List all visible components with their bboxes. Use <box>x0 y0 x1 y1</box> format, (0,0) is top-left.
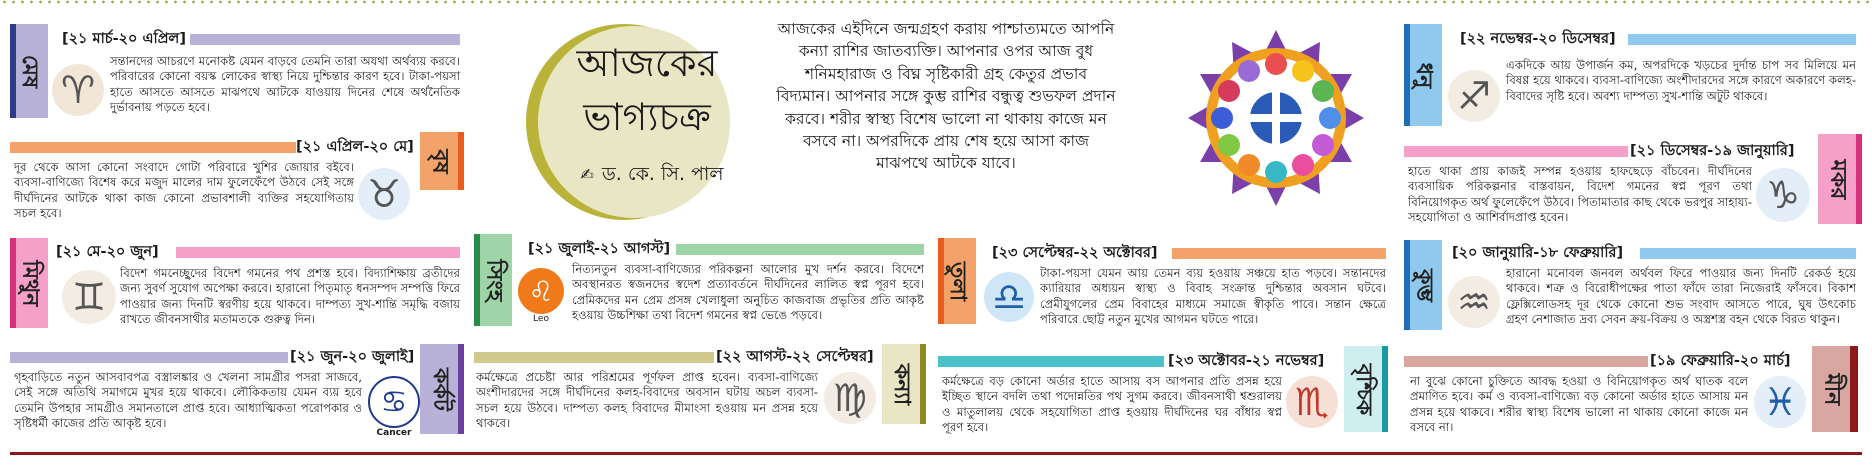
pisces-icon: ♓ <box>1754 376 1806 428</box>
sign-dates: [২১ মে-২০ জুন] <box>56 244 159 260</box>
sign-tab-kanya <box>882 344 920 424</box>
sign-tab-karkat <box>420 344 458 434</box>
sign-text: নিত্যনতুন ব্যবসা-বাণিজ্যের পরিকল্পনা আলোর মুখ দর্শন করবে। বিদেশে অবস্থানরত স্বজনদের স্বদেশ প্রত্যাবর্তনে দীর্ঘদিনের লালিত স্বপ্ন পূরণ হবে। প্রেমিকদের মন প্রেম প্রসঙ্গ খেলাধুলা অনুচিত কাজবাজ প্রভৃতির প্রতি আকৃষ্ট হওয়ায় উচ্চশিক্ষা তথা বিদেশ গমনের স্বপ্ন ভেঙে পড়বে। <box>572 262 924 323</box>
sign-text: না বুঝে কোনো চুক্তিতে আবদ্ধ হওয়া ও বিনিয়োগকৃত অর্থ ঘাতক বলে প্রমাণিত হবে। কর্ম ও ব্যবসা-বাণিজ্যে বড় কোনো অর্ডার হাতে আসায় মন প্রসন্ন হয়ে থাকবে। শরীর স্বাস্থ্য বিশেষ ভালো না থাকায় কোনো কাজে মন বসবে না। <box>1410 374 1748 435</box>
sign-tab-makar <box>1818 134 1856 224</box>
aquarius-icon: ♒ <box>1448 276 1500 328</box>
date-bar <box>10 142 296 153</box>
sign-dates: [২১ এপ্রিল-২০ মে] <box>296 139 414 155</box>
taurus-icon: ♉ <box>358 168 410 220</box>
libra-icon: ♎ <box>984 272 1034 322</box>
tab-edge <box>458 132 464 190</box>
sign-name: বৃশ্চিক <box>1351 363 1377 415</box>
pen-icon: ✍ <box>580 165 594 184</box>
tab-edge <box>458 344 464 434</box>
sign-text: গৃহবাড়িতে নতুন আসবাবপত্র বস্ত্রালঙ্কার ও খেলনা সামগ্রীর পসরা সাজবে, সেই সঙ্গে অতিথি সমাগমে মুখর হয়ে থাকবে। লৌকিকতায় যেমন ব্যয় হবে তেমনি উপহার সামগ্রীও সমানতালে প্রাপ্ত হবে। আধ্যাত্মিকতা পরোপকার ও সৃষ্টিধর্মী কাজের প্রতি আকৃষ্ট হবে। <box>14 370 362 431</box>
virgo-icon: ♍ <box>824 372 876 424</box>
sagittarius-icon: ♐ <box>1448 70 1500 122</box>
tab-edge <box>1404 24 1410 126</box>
date-bar <box>474 352 714 363</box>
cancer-icon-label: Cancer <box>376 428 412 438</box>
date-bar <box>1172 248 1386 259</box>
sign-name: ধনু <box>1411 62 1437 88</box>
tab-edge <box>1856 134 1862 224</box>
date-bar <box>1628 34 1856 45</box>
sign-dates: [২৩ সেপ্টেম্বর-২২ অক্টোবর] <box>992 245 1158 261</box>
top-dotted-border <box>0 0 1872 4</box>
author-name: ড. কে. সি. পাল <box>601 163 724 185</box>
sign-text: সন্তানদের আচরণে মনোকষ্ট যেমন বাড়বে তেমনি তারা অযথা অর্থব্যয় করবে। পরিবারের কোনো বয়স্ক লোকের স্বাস্থ্য নিয়ে দুশ্চিন্তার কারণ হবে। টাকা-পয়সা হাতে আসতে আসতে মাঝপথে আটকে যাওয়ায় দিনের শেষে অর্থনৈতিক দুর্ভাবনায় পড়তে হবে। <box>110 54 460 115</box>
sign-name: কর্কট <box>427 367 453 411</box>
capricorn-icon: ♑ <box>1756 168 1810 222</box>
tab-edge <box>1404 240 1410 330</box>
title-block <box>492 22 772 222</box>
sign-name: মকর <box>1825 159 1851 199</box>
date-bar <box>10 352 288 363</box>
sign-name: কন্যা <box>889 363 915 405</box>
title-line2: ভাগ্যচক্র <box>583 95 711 139</box>
bottom-rule <box>10 452 1862 455</box>
sign-text: টাকা-পয়সা যেমন আয় তেমন ব্যয় হওয়ায় সঞ্চয়ে হাত পড়বে। সন্তানদের ক্যারিয়ার অধ্যয়ন স্বাস্থ্য ও বিবাহ সংক্রান্ত দুশ্চিন্তার অবসান ঘটবে। প্রেমীযুগলের প্রেম বিবাহের মাধ্যমে সমাজে স্বীকৃতি পাবে। সন্তান ক্ষেত্রে পরিবারে ছোট্ট নতুন মুখের আগমন ঘটতে পারে। <box>1040 266 1386 327</box>
sign-text: হারানো মনোবল জনবল অর্থবল ফিরে পাওয়ার জন্য দিনটি রেকর্ড হয়ে থাকবে। শত্রু ও বিরোধীপক্ষের পাতা ফাঁদে তারা নিজেরাই ফাঁসবে। বিকাশ ফ্লেক্সিলোডসহ দূর থেকে কোনো শুভ সংবাদ আসতে পারে, ঘুষ উৎকোচ গ্রহণ নেশাজাত দ্রব্য সেবন ক্রয়-বিক্রয় ও অস্ত্রশস্ত্র বহন থেকে বিরত থাকুন। <box>1506 266 1856 327</box>
sign-tab-brish <box>420 132 458 190</box>
tab-edge <box>10 24 16 118</box>
sign-text: দূর থেকে আসা কোনো সংবাদে গোটা পরিবারে খুশির জোয়ার বইবে। ব্যবসা-বাণিজ্যে বিশেষ করে মজুদ মালের দাম ফুলেফেঁপে উঠবে সেই সঙ্গে দীর্ঘদিনের আটকে থাকা কাজ কোনো প্রভাবশালী ব্যক্তির সহযোগিতায় সচল হবে। <box>14 160 354 221</box>
birthday-text: আজকের এইদিনে জন্মগ্রহণ করায় পাশ্চাত্যমতে আপনি কন্যা রাশির জাতব্যক্তি। আপনার ওপর আজ বুধ শনিমহারাজ ও বিঘ্ন সৃষ্টিকারী গ্রহ কেতুর প্রভাব বিদ্যমান। আপনার সঙ্গে কুম্ভ রাশির বন্ধুত্ব শুভফল প্রদান করবে। শরীর স্বাস্থ্য বিশেষ ভালো না থাকায় কাজে মন বসবে না। অপরদিকে প্রায় শেষ হয়ে আসা কাজ মাঝপথে আটকে যাবে। <box>776 20 1116 173</box>
sign-name: কুম্ভ <box>1411 268 1437 302</box>
sign-name: তুলা <box>945 261 971 301</box>
cancer-icon: ♋ <box>368 376 420 428</box>
tab-edge <box>10 238 16 328</box>
author-row <box>542 160 762 192</box>
tab-edge <box>920 344 926 424</box>
gemini-icon: ♊ <box>62 270 116 324</box>
sign-dates: [২১ মার্চ-২০ এপ্রিল] <box>62 31 186 47</box>
sign-dates: [২১ ডিসেম্বর-১৯ জানুয়ারি] <box>1630 143 1795 159</box>
tab-edge <box>1850 346 1858 432</box>
date-bar <box>1404 146 1628 157</box>
sign-dates: [২২ আগস্ট-২২ সেপ্টেম্বর] <box>716 349 874 365</box>
sign-text: হাতে থাকা প্রায় কাজই সম্পন্ন হওয়ায় হাফছেড়ে বাঁচবেন। দীর্ঘদিনের ব্যবসায়িক পরিকল্পনার বাস্তবায়ন, বিদেশ গমনের স্বপ্ন পূরণ তথা বিনিয়োগকৃত অর্থ ফুলেফেঁপে উঠবে। পিতামাতার কাছ থেকে ভরপুর সাহায্য-সহযোগিতা ও আশির্বাদপ্রাপ্ত হবেন। <box>1408 164 1752 225</box>
date-bar <box>676 244 924 255</box>
date-bar <box>176 247 460 258</box>
date-bar <box>938 356 1164 367</box>
leo-icon-label: Leo <box>533 314 549 324</box>
zodiac-wheel-icon <box>1186 28 1366 208</box>
sign-dates: [২৩ অক্টোবর-২১ নভেম্বর] <box>1168 353 1325 369</box>
sign-text: একদিকে আয় উপার্জন কম, অপরদিকে খড়চের দুর্দান্ত চাপ সব মিলিয়ে মন বিষণ্ণ হয়ে থাকবে। ব্যবসা-বাণিজ্যে অংশীদারদের সঙ্গে কারণে অকারণে কলহ-বিবাদের সৃষ্টি হবে। অবশ্য দাম্পত্য সুখ-শান্তি অটুট থাকবে। <box>1506 58 1856 103</box>
title-line1: আজকের <box>576 41 718 85</box>
scorpio-icon: ♏ <box>1286 376 1338 428</box>
tab-edge <box>474 234 480 326</box>
tab-edge <box>1382 346 1388 432</box>
sign-tab-brishchik <box>1344 346 1382 432</box>
sign-name: বৃষ <box>427 148 453 174</box>
sign-dates: [২১ জুন-২০ জুলাই] <box>290 349 415 365</box>
sign-text: বিদেশ গমনেচ্ছুদের বিদেশ গমনের পথ প্রশস্ত হবে। বিদ্যাশিক্ষায় ব্রতীদের জন্য সুবর্ণ সুযোগ অপেক্ষা করবে। হারানো পিতৃমাতৃ ধনসম্পদ সম্পত্তি ফিরে পাওয়ার জন্য দিনটি স্বরণীয় হয়ে থাকবে। দাম্পত্য সুখ-শান্তি সমৃদ্ধি বজায় রাখতে জীবনসাথীর মতামতকে গুরুত্ব দিন। <box>120 266 460 327</box>
tab-edge <box>938 238 944 324</box>
sign-dates: [২০ জানুয়ারি-১৮ ফেব্রুয়ারি] <box>1452 245 1624 261</box>
leo-icon: ♌ <box>518 268 564 314</box>
date-bar <box>1404 356 1648 367</box>
sign-name: মিথুন <box>17 260 43 306</box>
sign-name: সিংহ <box>481 259 507 301</box>
date-bar <box>1640 248 1856 259</box>
sign-dates: [২২ নভেম্বর-২০ ডিসেম্বর] <box>1460 31 1616 47</box>
date-bar <box>190 34 460 45</box>
sign-dates: [২১ জুলাই-২১ আগস্ট] <box>528 241 671 257</box>
sign-text: কর্মক্ষেত্রে বড় কোনো অর্ডার হাতে আসায় বস আপনার প্রতি প্রসন্ন হয়ে ইচ্ছিত স্থানে বদলি তথা পদোন্নতির পথ সুগম করবে। জীবনসাথী শ্বশুরালয় ও মাতুলালয় থেকে সহযোগিতা প্রাপ্ত হওয়ায় দীর্ঘদিনের ঘর বাঁধার স্বপ্ন পূরণ হবে। <box>942 374 1282 435</box>
sign-dates: [১৯ ফেব্রুয়ারি-২০ মার্চ] <box>1650 353 1791 369</box>
sign-name: মেষ <box>17 54 43 88</box>
sign-text: কর্মক্ষেত্রে প্রচেষ্টা আর পরিশ্রমের পূর্ণফল প্রাপ্ত হবেন। ব্যবসা-বাণিজ্যে অংশীদারদের সঙ্গে দীর্ঘদিনের কলহ-বিবাদের অবসান ঘটায় অচল ব্যবসা-সচল হয়ে উঠবে। দাম্পত্য কলহ বিবাদের মীমাংসা হওয়ায় মন প্রসন্ন হয়ে থাকবে। <box>476 370 818 431</box>
sign-name: মীন <box>1819 373 1845 405</box>
sign-tab-meen <box>1812 346 1850 432</box>
aries-icon: ♈ <box>52 64 104 116</box>
